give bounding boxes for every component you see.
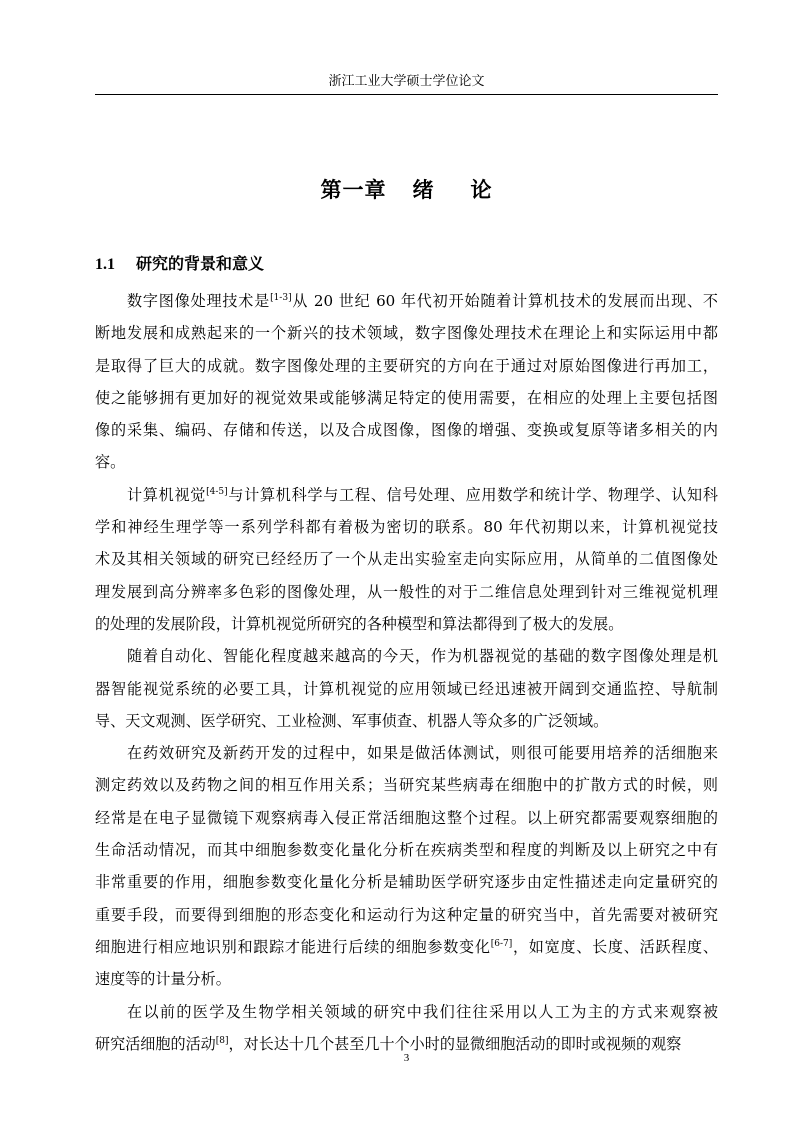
page-number: 3 bbox=[403, 1052, 410, 1064]
citation-ref: [6-7] bbox=[490, 938, 513, 949]
text-line bbox=[95, 931, 718, 963]
chapter-title-word-1: 绪 bbox=[412, 178, 435, 202]
paragraph bbox=[95, 737, 718, 995]
paragraph bbox=[95, 996, 718, 1061]
text-line bbox=[95, 285, 718, 317]
text-line: 学和神经生理学等一系列学科都有着极为密切的联系。80 年代初期以来，计算机视觉技 bbox=[95, 518, 718, 537]
citation-ref: [1-3] bbox=[270, 293, 292, 303]
text-line: 速度等的计量分析。 bbox=[95, 970, 231, 989]
paragraph bbox=[95, 640, 718, 737]
text-line: 随着自动化、智能化程度越来越高的今天，作为机器视觉的基础的数字图像处理是机 bbox=[127, 647, 718, 666]
paragraph bbox=[95, 285, 718, 479]
text-segment: ，对长达十几个甚至几十个小时的显微细胞活动的即时或视频的观察 bbox=[228, 1034, 682, 1053]
text-line: 术及其相关领域的研究已经经历了一个从走出实验室走向实际应用，从简单的二值图像处 bbox=[95, 550, 718, 569]
text-segment: 细胞进行相应地识别和跟踪才能进行后续的细胞参数变化 bbox=[95, 937, 491, 956]
section-number: 1.1 bbox=[95, 256, 115, 273]
text-line: 生命活动情况，而其中细胞参数变化量化分析在疾病类型和程度的判断及以上研究之中有 bbox=[95, 841, 718, 860]
section-title: 研究的背景和意义 bbox=[136, 254, 265, 273]
text-segment: 与计算机科学与工程、信号处理、应用数学和统计学、物理学、认知科 bbox=[227, 485, 718, 504]
running-header: 浙江工业大学硕士学位论文 bbox=[328, 74, 485, 89]
text-line: 经常是在电子显微镜下观察病毒入侵正常活细胞这整个过程。以上研究都需要观察细胞的 bbox=[95, 808, 718, 827]
text-line: 像的采集、编码、存储和传送，以及合成图像，图像的增强、变换或复原等诸多相关的内 bbox=[95, 421, 718, 440]
text-line: 使之能够拥有更加好的视觉效果或能够满足特定的使用需要，在相应的处理上主要包括图 bbox=[95, 388, 718, 407]
text-segment: 计算机视觉 bbox=[127, 485, 207, 504]
section-heading bbox=[95, 250, 718, 279]
text-line: 的处理的发展阶段，计算机视觉所研究的各种模型和算法都得到了极大的发展。 bbox=[95, 614, 624, 633]
text-segment: 研究活细胞的活动 bbox=[95, 1034, 216, 1053]
text-segment: 从 20 世纪 60 年代初开始随着计算机技术的发展而出现、不 bbox=[291, 292, 718, 310]
chapter-title-word-2: 论 bbox=[470, 178, 493, 202]
text-line: 导、天文观测、医学研究、工业检测、军事侦查、机器人等众多的广泛领域。 bbox=[95, 711, 609, 730]
text-line: 理发展到高分辨率多色彩的图像处理，从一般性的对于二维信息处理到针对三维视觉机理 bbox=[95, 582, 718, 601]
text-line: 在药效研究及新药开发的过程中，如果是做活体测试，则很可能要用培养的活细胞来 bbox=[127, 744, 718, 763]
text-line: 是取得了巨大的成就。数字图像处理的主要研究的方向在于通过对原始图像进行再加工， bbox=[95, 356, 718, 375]
header-rule bbox=[95, 94, 718, 95]
citation-ref: [8] bbox=[215, 1035, 229, 1046]
text-line: 在以前的医学及生物学相关领域的研究中我们往往采用以人工为主的方式来观察被 bbox=[127, 1002, 718, 1021]
text-segment: 数字图像处理技术是 bbox=[127, 292, 271, 310]
text-line: 重要手段，而要得到细胞的形态变化和运动行为这种定量的研究当中，首先需要对被研究 bbox=[95, 905, 718, 924]
text-line bbox=[95, 479, 718, 511]
chapter-title-number: 第一章 bbox=[320, 178, 387, 202]
citation-ref: [4-5] bbox=[206, 486, 228, 497]
text-line: 非常重要的作用，细胞参数变化量化分析是辅助医学研究逐步由定性描述走向定量研究的 bbox=[95, 873, 718, 892]
text-segment: ，如宽度、长度、活跃程度、 bbox=[512, 937, 718, 956]
text-line: 容。 bbox=[95, 453, 126, 472]
text-line: 断地发展和成熟起来的一个新兴的技术领域，数字图像处理技术在理论上和实际运用中都 bbox=[95, 324, 718, 343]
paragraph bbox=[95, 479, 718, 640]
chapter-title bbox=[95, 172, 718, 208]
text-line: 器智能视觉系统的必要工具，计算机视觉的应用领域已经迅速被开阔到交通监控、导航制 bbox=[95, 679, 718, 698]
text-line: 测定药效以及药物之间的相互作用关系；当研究某些病毒在细胞中的扩散方式的时候，则 bbox=[95, 776, 718, 795]
body-text bbox=[95, 285, 718, 1060]
